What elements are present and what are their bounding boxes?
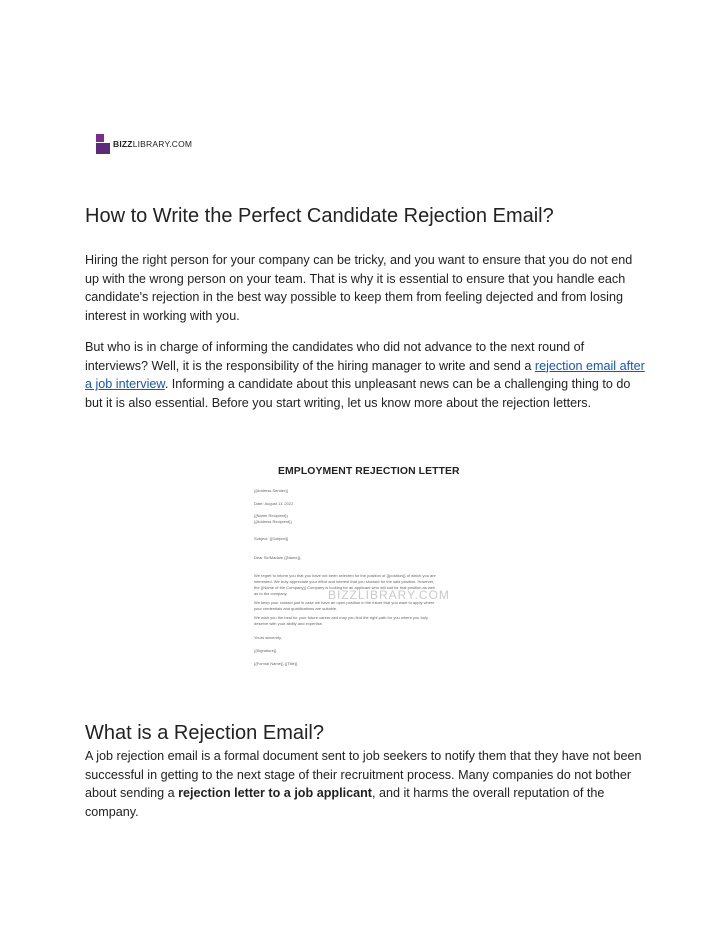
letter-line: We wish you the best for your future career and may you find the right path for you where you truly — [254, 615, 429, 620]
letter-line: We keep your contact just in case we have an open position in the future that you want to apply where — [254, 600, 435, 605]
rejection-email-link[interactable]: rejection email after a job interview — [85, 358, 645, 391]
letter-line: We regret to inform you that you have not been selected for the position of {{position}} of which you are — [254, 573, 436, 578]
letter-watermark: BIZZLIBRARY.COM — [328, 588, 450, 602]
letter-line: {{Signature}} — [254, 648, 277, 653]
page-title: How to Write the Perfect Candidate Rejection Email? — [85, 205, 554, 227]
letter-line: your credentials and qualifications are suitable. — [254, 606, 338, 611]
logo-text: BIZZLIBRARY.COM — [113, 139, 193, 149]
bold-phrase: rejection letter to a job applicant — [178, 786, 372, 800]
letter-line: as to the company. — [254, 591, 288, 596]
definition-paragraph: A job rejection email is a formal document sent to job seekers to notify them that they have not been successful in getting to the next stage of their recruitment process. Many companies do not bother about sending a rejection letter to a job applicant, and it harms the overall reputation of the company. — [85, 749, 642, 819]
bizzlibrary-logo-icon — [96, 134, 110, 154]
letter-line: Subject: {{Subject}} — [254, 536, 289, 541]
rejection-letter-image — [250, 460, 470, 670]
letter-line: Yours sincerely, — [254, 635, 282, 640]
letter-line: {{Formal Name}} {{Title}} — [254, 661, 298, 666]
letter-line: {{Name Recipient}} — [254, 513, 288, 518]
letter-line: deserve with your ability and expertise. — [254, 621, 323, 626]
letter-line: Date: August 11, 2022 — [254, 501, 294, 506]
responsibility-paragraph: But who is in charge of informing the candidates who did not advance to the next round of interviews? Well, it is the responsibility of the hiring manager to write and send a rejection email after a job interview. Informing a candidate about this unpleasant news can be a challenging thing to do but it is also essential. Before you start writing, let us know more about the rejection letters. — [85, 340, 645, 410]
letter-line: {{Address Recipient}} — [254, 519, 292, 524]
letter-line: the {{Name of the Company}} Company is looking for an applicant who will suit for that position as well — [254, 585, 435, 590]
letter-title: EMPLOYMENT REJECTION LETTER — [278, 466, 460, 477]
section-title: What is a Rejection Email? — [85, 722, 324, 744]
bizzlibrary-logo[interactable] — [96, 133, 192, 155]
letter-line: interested. We truly appreciate your effort and interest that you showed for the said position. However, — [254, 579, 435, 584]
intro-paragraph: Hiring the right person for your company can be tricky, and you want to ensure that you do not end up with the wrong person on your team. That is why it is essential to ensure that you handle each candidate's rejection in the best way possible to keep them from feeling dejected and from losing interest in working with you. — [85, 253, 633, 323]
letter-line: {{Address Sender}} — [254, 488, 289, 493]
letter-line: Dear Sir/Madam {{Name}}, — [254, 555, 302, 560]
